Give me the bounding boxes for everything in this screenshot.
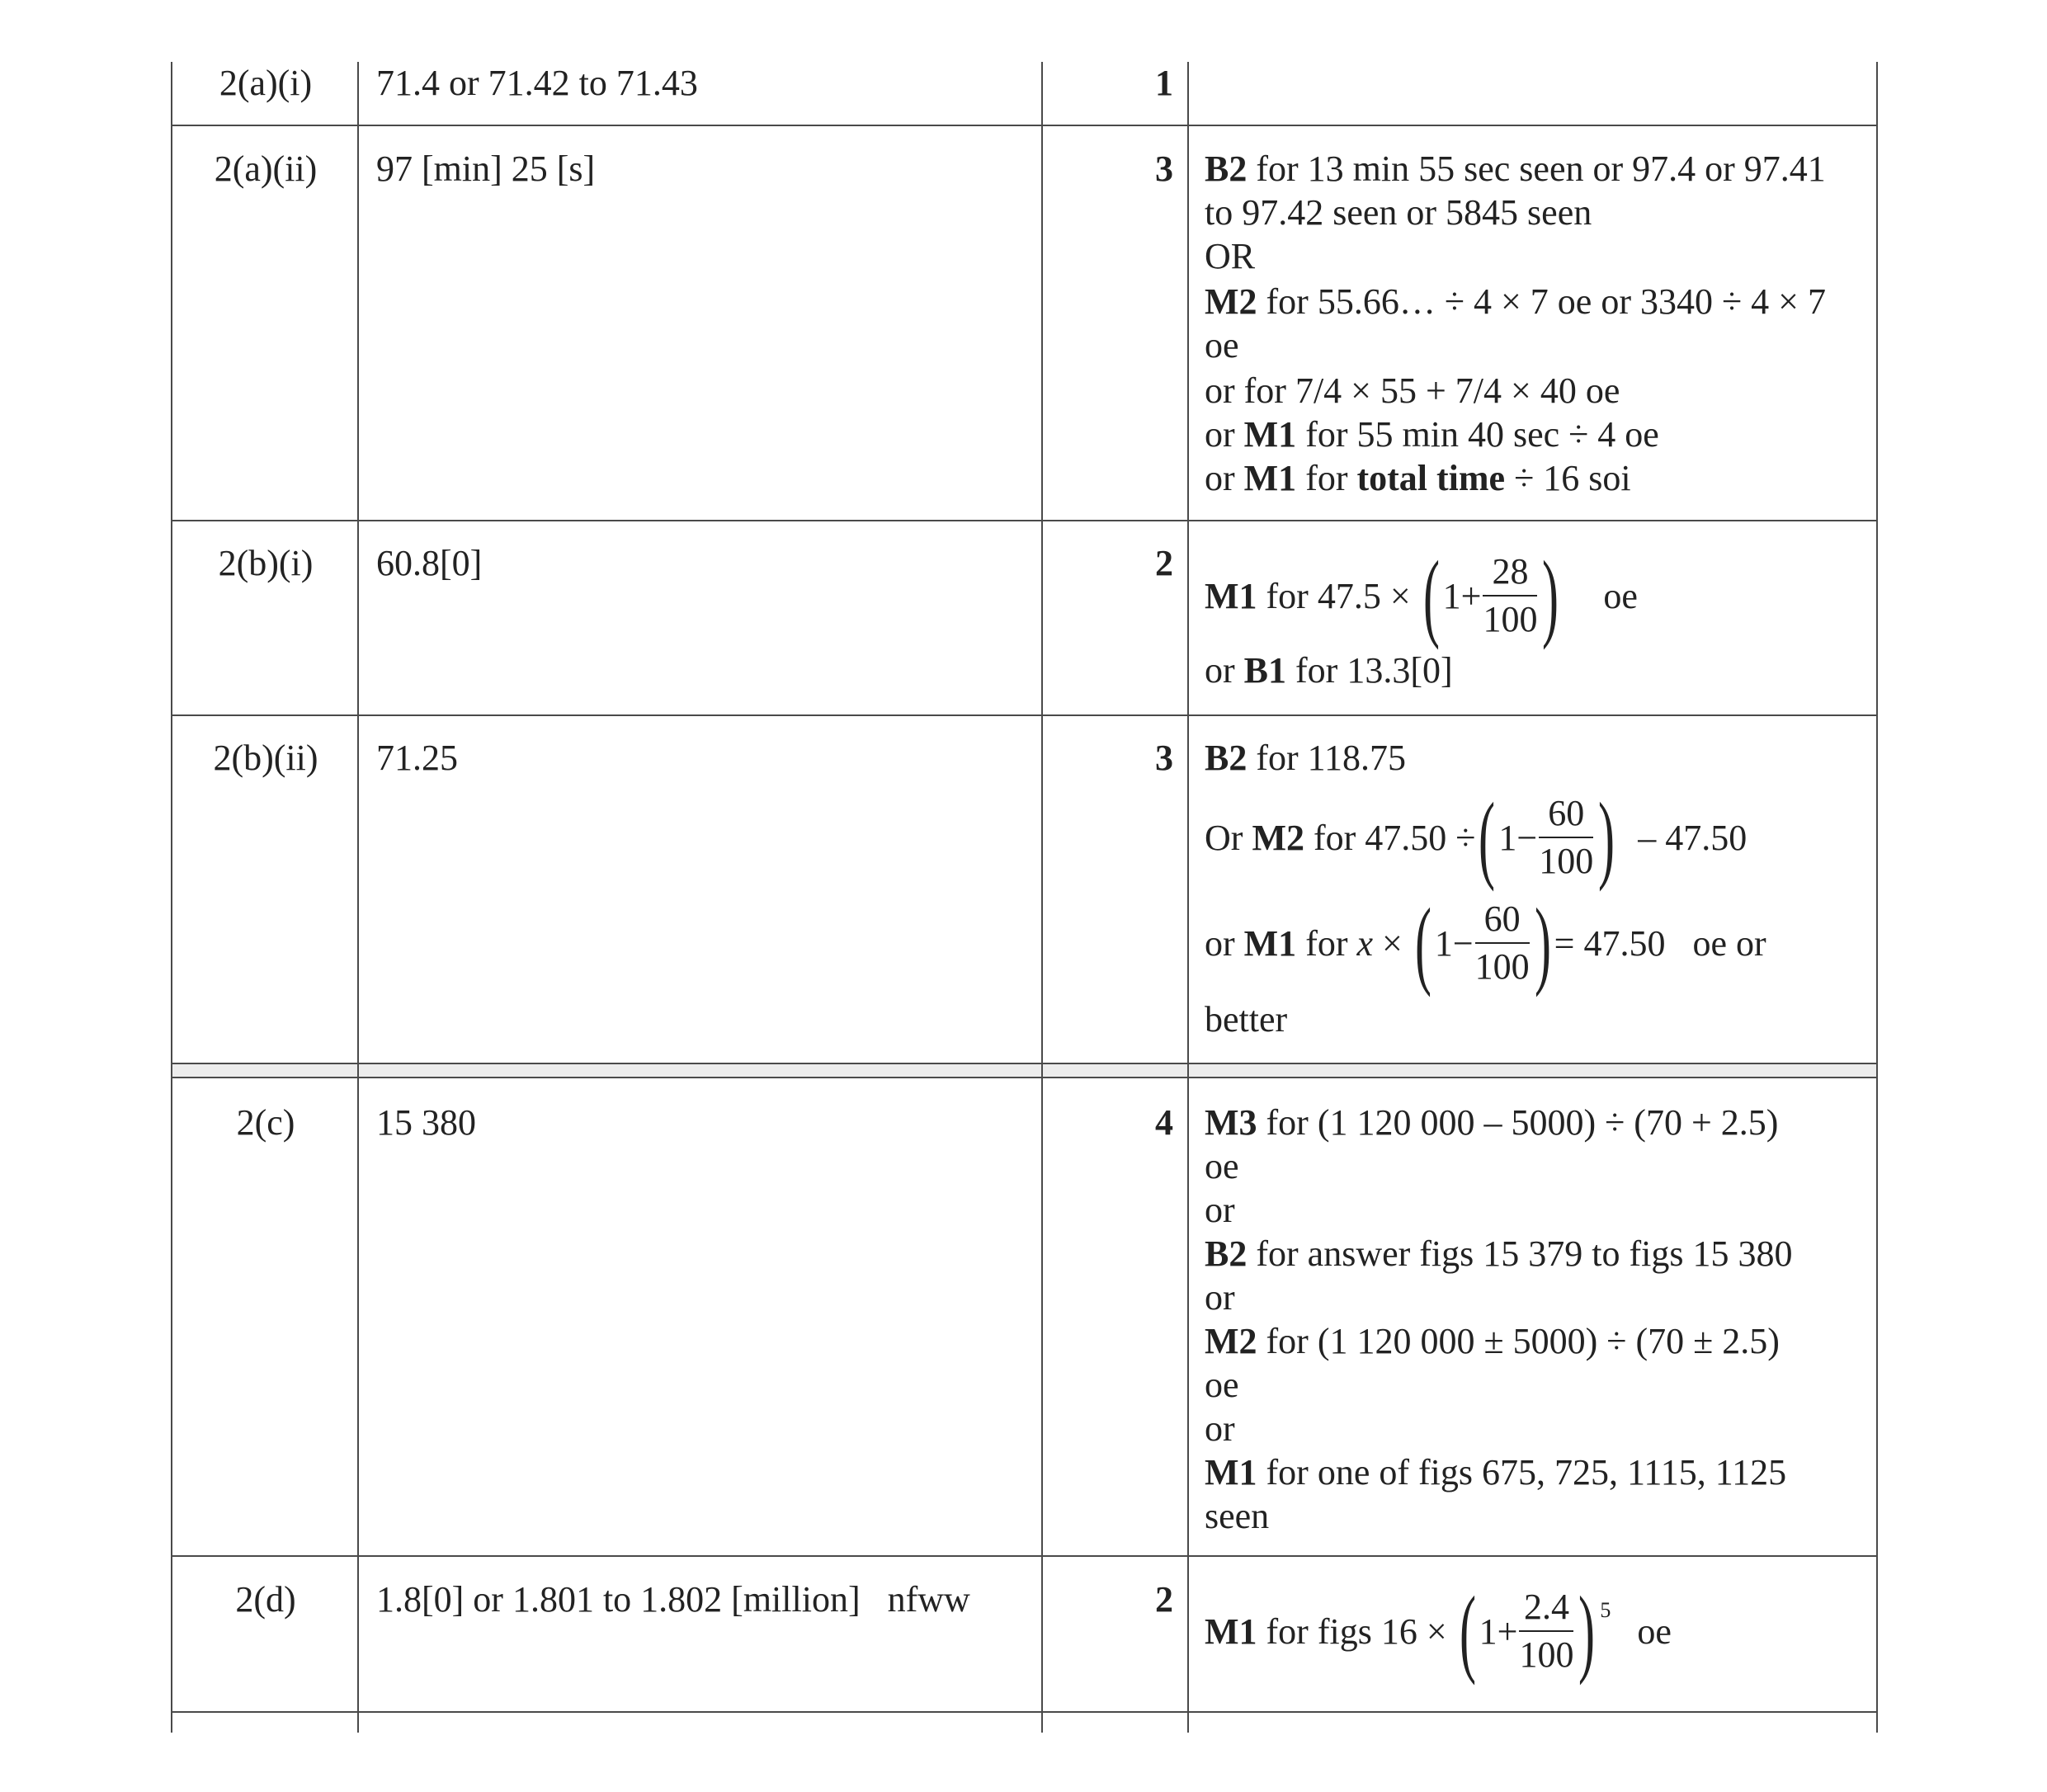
fraction: $\frac{60}{100}$ [1474,898,1530,987]
column-divider [1876,62,1878,1733]
column-divider [171,62,172,1733]
formula-line: or M1 for x × ( 1− $\frac{60}{100}$ ) = 47.50 oe or [1205,888,1766,997]
guidance [1205,1101,1865,1538]
guidance-line: or for 7/4 × 55 + 7/4 × 40 oe [1205,370,1620,411]
page-break-band [172,1064,1877,1077]
guidance [1205,1576,1865,1686]
right-paren: ) [1578,1576,1596,1686]
fraction: $\frac{28}{100}$ [1483,551,1538,639]
guidance-line: M2 for (1 120 000 ± 5000) ÷ (70 ± 2.5) [1205,1321,1780,1361]
guidance-line: to 97.42 seen or 5845 seen [1205,192,1592,233]
formula-line: M1 for figs 16 × ( 1+ $\frac{2.4}{100}$ ) 5 oe [1205,1576,1672,1686]
answer: 71.25 [376,738,458,778]
marks: 2 [1155,543,1173,583]
formula-line: M1 for 47.5 × ( 1+ $\frac{28}{100}$ ) oe [1205,540,1638,650]
answer: 60.8[0] [376,543,483,583]
question-number: 2(a)(i) [219,63,313,103]
row-divider [171,1555,1878,1557]
guidance-line: or [1205,1408,1235,1449]
question-number: 2(b)(ii) [213,738,318,778]
guidance-line: or [1205,1277,1235,1318]
guidance-line: OR [1205,236,1256,276]
guidance-line: better [1205,999,1288,1040]
right-paren: ) [1542,540,1559,650]
question-number: 2(a)(ii) [214,149,318,189]
right-paren: ) [1534,888,1551,997]
fraction: $\frac{2.4}{100}$ [1519,1587,1574,1675]
left-paren: ( [1414,888,1431,997]
guidance-line: oe [1205,1365,1239,1405]
left-paren: ( [1479,782,1496,892]
guidance-line: M1 for one of figs 675, 725, 1115, 1125 [1205,1452,1787,1493]
guidance-line: M2 for 55.66… ÷ 4 × 7 oe or 3340 ÷ 4 × 7 [1205,281,1826,322]
column-divider [357,62,359,1733]
guidance [1205,147,1865,500]
row-divider [171,714,1878,716]
left-paren: ( [1459,1576,1476,1686]
question-number: 2(d) [235,1579,296,1620]
guidance-line: M3 for (1 120 000 – 5000) ÷ (70 + 2.5) [1205,1102,1779,1143]
answer: 15 380 [376,1102,476,1143]
answer: 71.4 or 71.42 to 71.43 [376,63,698,103]
column-divider [1187,62,1189,1733]
question-number: 2(c) [236,1102,295,1143]
guidance [1205,736,1865,1041]
guidance-line: or M1 for 55 min 40 sec ÷ 4 oe [1205,414,1659,455]
guidance-line: or M1 for total time ÷ 16 soi [1205,458,1631,498]
answer: 1.8[0] or 1.801 to 1.802 [million] nfww [376,1579,970,1620]
column-divider [1041,62,1043,1733]
exponent: 5 [1600,1598,1611,1622]
row-divider [171,520,1878,521]
formula-line: Or M2 for 47.50 ÷ ( 1− $\frac{60}{100}$ ) – 47.50 [1205,782,1747,892]
guidance-line: B2 for 13 min 55 sec seen or 97.4 or 97.41 [1205,149,1826,189]
guidance [1205,540,1865,692]
guidance-line: or B1 for 13.3[0] [1205,650,1453,691]
marks: 1 [1155,63,1173,103]
guidance-line: B2 for 118.75 [1205,738,1407,778]
row-divider [171,1711,1878,1713]
row-divider [171,125,1878,126]
fraction: $\frac{60}{100}$ [1539,793,1594,881]
row-divider [171,1077,1878,1078]
guidance-line: seen [1205,1496,1270,1536]
marks: 3 [1155,738,1173,778]
guidance-line: oe [1205,1146,1239,1186]
guidance-line: B2 for answer figs 15 379 to figs 15 380 [1205,1233,1793,1274]
left-paren: ( [1422,540,1440,650]
right-paren: ) [1598,782,1615,892]
question-number: 2(b)(i) [218,543,314,583]
guidance-line: oe [1205,325,1239,365]
answer: 97 [min] 25 [s] [376,149,596,189]
guidance-line: or [1205,1190,1235,1230]
marks: 3 [1155,149,1173,189]
marks: 4 [1155,1102,1173,1143]
marks: 2 [1155,1579,1173,1620]
